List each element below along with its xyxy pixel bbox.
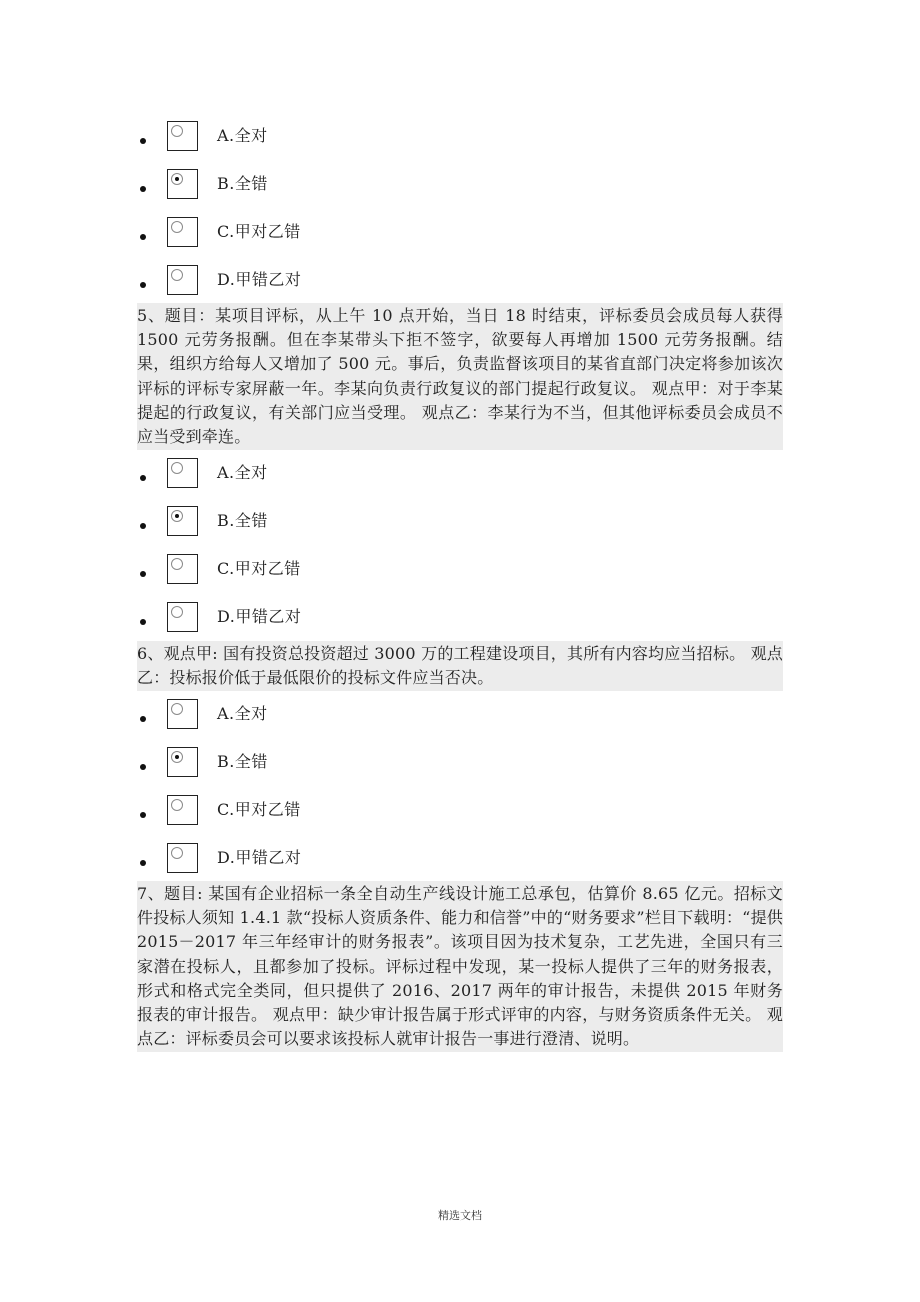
bullet-icon (140, 860, 146, 866)
q4-option-c[interactable] (140, 215, 301, 249)
radio-button-icon[interactable] (171, 606, 183, 618)
radio-frame[interactable] (167, 121, 198, 151)
radio-button-selected-icon[interactable] (171, 510, 183, 522)
q6-option-d[interactable] (140, 841, 301, 875)
radio-frame[interactable] (167, 458, 198, 488)
radio-frame[interactable] (167, 795, 198, 825)
radio-frame[interactable] (167, 602, 198, 632)
option-label: C.甲对乙错 (217, 222, 301, 241)
q4-option-d[interactable] (140, 263, 301, 297)
radio-frame[interactable] (167, 169, 198, 199)
radio-button-icon[interactable] (171, 462, 183, 474)
radio-button-icon[interactable] (171, 269, 183, 281)
question-5-text: 5、题目：某项目评标，从上午 10 点开始，当日 18 时结束，评标委员会成员每人获得 1500 元劳务报酬。但在李某带头下拒不签字，欲要每人再增加 1500 元劳务报酬。结果，组织方给每人又增加了 500 元。事后，负责监督该项目的某省直部门决定将参加该次评标的评标专家屏蔽一年。李某向负责行政复议的部门提起行政复议。 观点甲：对于李某提起的行政复议，有关部门应当受理。 观点乙：李某行为不当，但其他评标委员会成员不应当受到牵连。 (137, 303, 783, 450)
q5-option-b[interactable] (140, 504, 268, 538)
bullet-icon (140, 716, 146, 722)
radio-button-icon[interactable] (171, 703, 183, 715)
bullet-icon (140, 282, 146, 288)
radio-button-selected-icon[interactable] (171, 173, 183, 185)
radio-frame[interactable] (167, 217, 198, 247)
option-label: C.甲对乙错 (217, 559, 301, 578)
q5-option-c[interactable] (140, 552, 301, 586)
option-label: B.全错 (217, 174, 268, 193)
radio-button-icon[interactable] (171, 221, 183, 233)
bullet-icon (140, 764, 146, 770)
bullet-icon (140, 523, 146, 529)
bullet-icon (140, 475, 146, 481)
q6-option-c[interactable] (140, 793, 301, 827)
bullet-icon (140, 138, 146, 144)
radio-frame[interactable] (167, 843, 198, 873)
option-label: A.全对 (217, 463, 268, 482)
bullet-icon (140, 571, 146, 577)
radio-button-icon[interactable] (171, 799, 183, 811)
page-footer: 精选文档 (438, 1209, 482, 1222)
option-label: D.甲错乙对 (217, 848, 302, 867)
q4-option-b[interactable] (140, 167, 268, 201)
option-label: A.全对 (217, 704, 268, 723)
radio-button-icon[interactable] (171, 558, 183, 570)
q5-option-a[interactable] (140, 456, 268, 490)
option-label: A.全对 (217, 126, 268, 145)
bullet-icon (140, 812, 146, 818)
radio-frame[interactable] (167, 554, 198, 584)
q6-option-a[interactable] (140, 697, 268, 731)
q6-option-b[interactable] (140, 745, 268, 779)
bullet-icon (140, 619, 146, 625)
radio-frame[interactable] (167, 747, 198, 777)
radio-button-icon[interactable] (171, 125, 183, 137)
question-7-text: 7、题目: 某国有企业招标一条全自动生产线设计施工总承包，估算价 8.65 亿元。招标文件投标人须知 1.4.1 款“投标人资质条件、能力和信誉”中的“财务要求”栏目下载明：“提供 2015－2017 年三年经审计的财务报表”。该项目因为技术复杂，工艺先进，全国只有三家潜在投标人，且都参加了投标。评标过程中发现，某一投标人提供了三年的财务报表，形式和格式完全类同，但只提供了 2016、2017 两年的审计报告，未提供 2015 年财务报表的审计报告。 观点甲：缺少审计报告属于形式评审的内容，与财务资质条件无关。 观点乙：评标委员会可以要求该投标人就审计报告一事进行澄清、说明。 (137, 881, 783, 1052)
radio-frame[interactable] (167, 265, 198, 295)
bullet-icon (140, 186, 146, 192)
option-label: B.全错 (217, 511, 268, 530)
radio-button-icon[interactable] (171, 847, 183, 859)
q4-option-a[interactable] (140, 119, 268, 153)
question-6-text: 6、观点甲: 国有投资总投资超过 3000 万的工程建设项目，其所有内容均应当招标。 观点乙：投标报价低于最低限价的投标文件应当否决。 (137, 641, 783, 691)
radio-frame[interactable] (167, 506, 198, 536)
option-label: C.甲对乙错 (217, 800, 301, 819)
radio-frame[interactable] (167, 699, 198, 729)
q5-option-d[interactable] (140, 600, 301, 634)
bullet-icon (140, 234, 146, 240)
option-label: B.全错 (217, 752, 268, 771)
radio-button-selected-icon[interactable] (171, 751, 183, 763)
option-label: D.甲错乙对 (217, 270, 302, 289)
option-label: D.甲错乙对 (217, 607, 302, 626)
